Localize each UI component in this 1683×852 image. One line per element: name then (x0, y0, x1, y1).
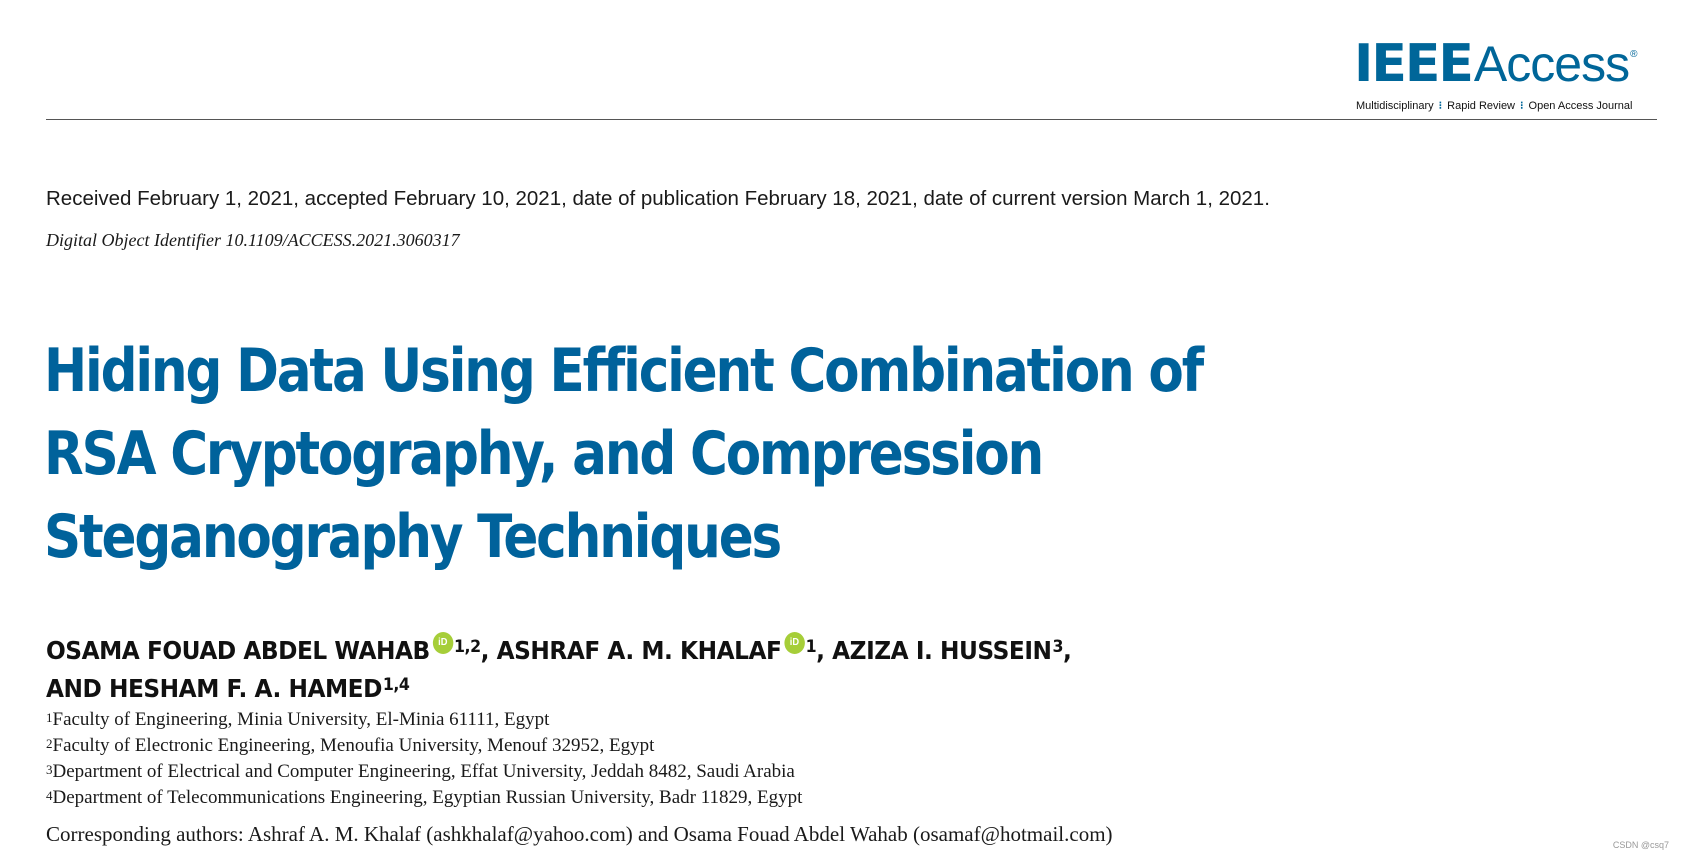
orcid-icon[interactable]: iD (433, 632, 453, 654)
affiliation-number: 3 (46, 762, 53, 777)
author-affiliation-ref: 3 (1052, 637, 1063, 657)
affiliation-item (46, 759, 802, 785)
tagline-item: Multidisciplinary (1356, 100, 1434, 112)
author-separator: , (816, 636, 833, 665)
affiliation-text: Department of Electrical and Computer Engineering, Effat University, Jeddah 8482, Saudi Arabia (52, 761, 795, 782)
author-separator: , (1062, 636, 1072, 665)
author-line (46, 670, 1348, 708)
author-affiliation-ref: 1 (805, 637, 817, 657)
logo-ieee-text: IEEE (1354, 34, 1472, 94)
affiliation-text: Department of Telecommunications Engineering, Egyptian Russian University, Badr 11829, Egypt (52, 787, 803, 808)
paper-title (44, 330, 1203, 579)
tagline-separator: ⁝ (1520, 100, 1524, 112)
logo-trademark: ® (1630, 48, 1638, 60)
author-affiliation-ref: 1,4 (382, 675, 410, 695)
author-separator: , (480, 636, 497, 665)
affiliation-list (46, 707, 802, 811)
tagline-separator: ⁝ (1438, 100, 1443, 112)
affiliation-number: 1 (46, 710, 53, 725)
logo-access-text: Access (1473, 36, 1630, 92)
author-name[interactable]: AND HESHAM F. A. HAMED (46, 674, 382, 703)
affiliation-text: Faculty of Electronic Engineering, Menoufia University, Menouf 32952, Egypt (52, 735, 655, 756)
corresponding-authors: Corresponding authors: Ashraf A. M. Khalaf (ashkhalaf@yahoo.com) and Osama Fouad Abdel Wahab (osamaf@hotmail.com) (46, 822, 1113, 846)
affiliation-item (46, 707, 802, 733)
author-name[interactable]: OSAMA FOUAD ABDEL WAHAB (46, 636, 430, 665)
affiliation-item (46, 785, 802, 811)
author-name[interactable]: AZIZA I. HUSSEIN (832, 636, 1052, 665)
author-list (46, 632, 1348, 708)
affiliation-number: 2 (46, 736, 53, 751)
affiliation-item (46, 733, 802, 759)
publication-dates: Received February 1, 2021, accepted February 10, 2021, date of publication February 18, 2021, date of current version March 1, 2021. (46, 187, 1270, 210)
title-line: Steganography Techniques (44, 502, 781, 572)
author-line (46, 632, 1348, 670)
tagline-item: Rapid Review (1447, 100, 1516, 112)
header-divider (46, 119, 1657, 120)
affiliation-text: Faculty of Engineering, Minia University, El-Minia 61111, Egypt (52, 709, 550, 730)
tagline-item: Open Access Journal (1528, 100, 1633, 112)
author-affiliation-ref: 1,2 (453, 637, 481, 657)
doi: Digital Object Identifier 10.1109/ACCESS.2021.3060317 (46, 230, 460, 250)
title-line: Hiding Data Using Efficient Combination of (44, 336, 1203, 406)
affiliation-number: 4 (46, 788, 53, 803)
author-name[interactable]: ASHRAF A. M. KHALAF (496, 636, 782, 665)
journal-logo (1354, 36, 1637, 92)
orcid-icon[interactable]: iD (784, 632, 804, 654)
journal-tagline (1356, 99, 1632, 112)
title-line: RSA Cryptography, and Compression (44, 419, 1043, 489)
watermark: CSDN @csq7 (1612, 840, 1669, 850)
